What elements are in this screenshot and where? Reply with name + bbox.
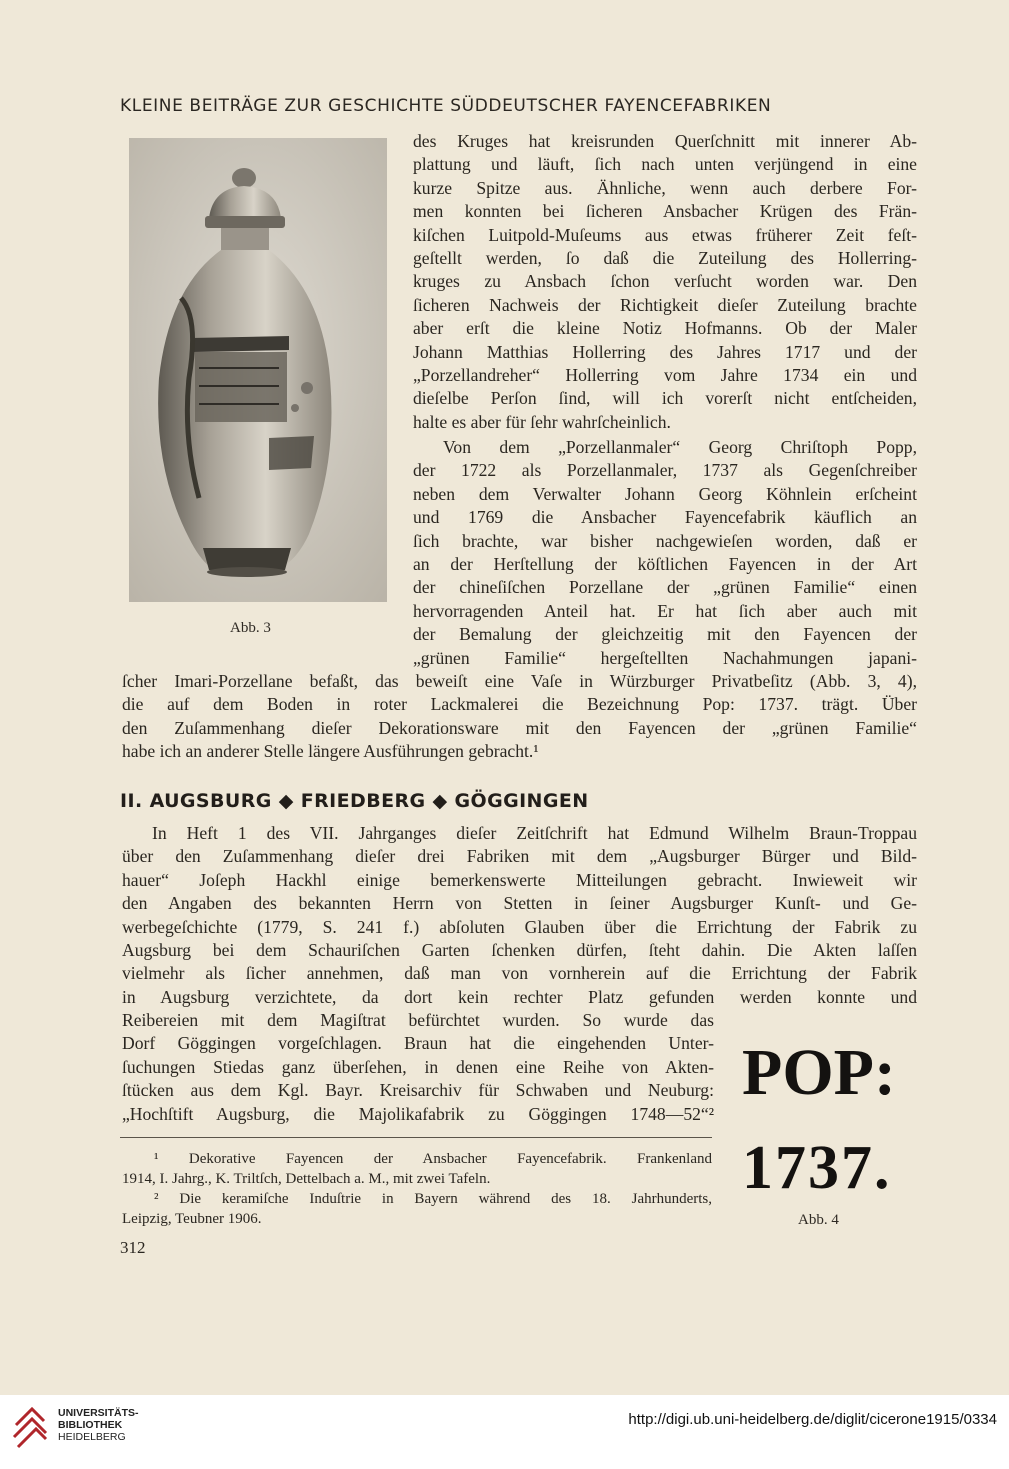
library-name-line: BIBLIOTHEK bbox=[58, 1419, 123, 1431]
figure-4-caption: Abb. 4 bbox=[798, 1212, 839, 1228]
vase-illustration bbox=[129, 138, 387, 602]
text-line: der Bemalung der gleichzeitig mit den Fayencen der bbox=[413, 624, 917, 645]
text-line: des Kruges hat kreisrunden Querſchnitt mit innerer Ab- bbox=[413, 131, 917, 151]
library-name bbox=[58, 1407, 139, 1443]
permalink-url[interactable]: http://digi.ub.uni-heidelberg.de/diglit/cicerone1915/0334 bbox=[628, 1411, 997, 1428]
text-line: men konnten bei ſicheren Ansbacher Krügen des Frän- bbox=[413, 201, 917, 222]
text-line: „Porzellandreher“ Hollerring vom Jahre 1734 ein und bbox=[413, 364, 917, 385]
text-line: der chineſiſchen Porzellane der „grünen Familie“ einen bbox=[413, 577, 917, 598]
text-line: und 1769 die Ansbacher Fayencefabrik käuflich an bbox=[413, 507, 917, 528]
library-name-line: HEIDELBERG bbox=[58, 1431, 126, 1443]
vase-photograph bbox=[129, 138, 387, 602]
page-number: 312 bbox=[120, 1238, 146, 1257]
text-line: geſtellt werden, ſo daß die Zuteilung des Hollerring- bbox=[413, 247, 917, 268]
text-line: ſcher Imari-Porzellane befaßt, das beweiſt eine Vaſe in Würzburger Privatbeſitz (Abb. 3, 4), bbox=[122, 671, 917, 691]
text-line: in Augsburg verzichtete, da dort kein rechter Platz gefunden werden konnte und bbox=[122, 986, 917, 1007]
footnote-1 bbox=[122, 1150, 712, 1189]
maker-mark-illustration bbox=[736, 1030, 912, 1206]
text-line: ſicheren Nachweis der Richtigkeit dieſer Zuteilung brachte bbox=[413, 294, 917, 315]
text-line: Reibereien mit dem Magiſtrat befürchtet wurden. So wurde das bbox=[122, 1010, 714, 1030]
text-line: Augsburg bei dem Schauriſchen Garten ſchenken dürfen, ſteht dahin. Die Akten laſſen bbox=[122, 939, 917, 960]
paragraph-2-wide bbox=[122, 670, 917, 764]
footnote-line: 1914, I. Jahrg., K. Triltſch, Dettelbach a. M., mit zwei Tafeln. bbox=[122, 1170, 491, 1187]
section-heading: II. AUGSBURG ◆ FRIEDBERG ◆ GÖGGINGEN bbox=[120, 790, 589, 812]
footnote-line: ¹ Dekorative Fayencen der Ansbacher Fayencefabrik. Frankenland bbox=[154, 1151, 712, 1167]
text-line: dieſelbe Perſon ſind, will ich vorerſt nicht entſcheiden, bbox=[413, 388, 917, 409]
text-line: „Hochſtift Augsburg, die Majolikafabrik zu Göggingen 1748—52“² bbox=[122, 1103, 714, 1124]
text-line: neben dem Verwalter Johann Georg Köhnlein erſcheint bbox=[413, 483, 917, 504]
text-line: den Zuſammenhang dieſer Dekorationsware mit den Fayencen der „grünen Familie“ bbox=[122, 717, 917, 738]
text-line: ſich brachte, war bisher nachgewieſen worden, daß er bbox=[413, 530, 917, 551]
paragraph-3-wide bbox=[122, 822, 917, 1009]
text-line: hervorragenden Anteil hat. Er hat ſich aber auch mit bbox=[413, 600, 917, 621]
text-line: hauer“ Joſeph Hackhl einige bemerkenswerte Mitteilungen gebracht. Inwieweit wir bbox=[122, 869, 917, 890]
paragraph-1 bbox=[413, 130, 917, 434]
text-line: werbegeſchichte (1779, S. 241 f.) abſoluten Glauben über die Errichtung der Fabrik zu bbox=[122, 916, 917, 937]
paragraph-2-narrow bbox=[413, 436, 917, 670]
running-head: KLEINE BEITRÄGE ZUR GESCHICHTE SÜDDEUTSCHER FAYENCEFABRIKEN bbox=[120, 96, 772, 116]
text-line: vielmehr als ſicher annehmen, daß man von vornherein auf die Errichtung der Fabrik bbox=[122, 963, 917, 984]
maker-mark-line-1: POP: bbox=[742, 1036, 896, 1109]
figure-3-caption: Abb. 3 bbox=[230, 620, 271, 636]
footnote-2 bbox=[122, 1190, 712, 1229]
text-line: kiſchen Luitpold-Muſeums aus etwas früherer Zeit feſt- bbox=[413, 224, 917, 245]
university-library-logo-icon bbox=[10, 1403, 50, 1451]
maker-mark-figure bbox=[736, 1030, 912, 1206]
text-line: kruges zu Ansbach ſchon verſucht worden war. Den bbox=[413, 271, 917, 292]
text-line: ſtücken aus dem Kgl. Bayr. Kreisarchiv für Schwaben und Neuburg: bbox=[122, 1080, 714, 1101]
footnote-line: Leipzig, Teubner 1906. bbox=[122, 1210, 262, 1227]
paragraph-3-narrow bbox=[122, 1009, 714, 1126]
text-line: ſuchungen Stiedas ganz überſehen, in denen eine Reihe von Akten- bbox=[122, 1056, 714, 1077]
text-line: halte es aber für ſehr wahrſcheinlich. bbox=[413, 411, 671, 432]
text-line: die auf dem Boden in roter Lackmalerei die Bezeichnung Pop: 1737. trägt. Über bbox=[122, 694, 917, 715]
text-line: Von dem „Porzellanmaler“ Georg Chriſtoph Popp, bbox=[443, 437, 917, 457]
text-line: an der Herſtellung der köſtlichen Fayencen in der Art bbox=[413, 553, 917, 574]
text-line: der 1722 als Porzellanmaler, 1737 als Gegenſchreiber bbox=[413, 460, 917, 481]
text-line: den Angaben des bekannten Herrn von Stetten in ſeiner Augsburger Kunſt- und Ge- bbox=[122, 893, 917, 914]
text-line: habe ich an anderer Stelle längere Ausführungen gebracht.¹ bbox=[122, 741, 539, 762]
text-line: kurze Spitze aus. Ähnliche, wenn auch derbere For- bbox=[413, 177, 917, 198]
footnote-line: ² Die keramiſche Induſtrie in Bayern während des 18. Jahrhunderts, bbox=[154, 1191, 712, 1207]
viewer-footer bbox=[0, 1395, 1009, 1469]
text-line: plattung und läuft, ſich nach unten verjüngend in eine bbox=[413, 154, 917, 175]
footnote-separator bbox=[120, 1137, 712, 1138]
text-line: Johann Matthias Hollerring des Jahres 1717 und der bbox=[413, 341, 917, 362]
library-name-line: UNIVERSITÄTS- bbox=[58, 1407, 139, 1419]
text-line: über den Zuſammenhang dieſer drei Fabriken mit dem „Augsburger Bürger und Bild- bbox=[122, 846, 917, 867]
text-line: aber erſt die kleine Notiz Hofmanns. Ob der Maler bbox=[413, 318, 917, 339]
maker-mark-line-2: 1737. bbox=[742, 1134, 892, 1202]
text-line: Dorf Göggingen vorgeſchlagen. Braun hat die eingehenden Unter- bbox=[122, 1033, 714, 1054]
text-line: „grünen Familie“ hergeſtellten Nachahmungen japani- bbox=[413, 647, 917, 668]
text-line: In Heft 1 des VII. Jahrganges dieſer Zeitſchrift hat Edmund Wilhelm Braun-Troppau bbox=[152, 823, 917, 843]
